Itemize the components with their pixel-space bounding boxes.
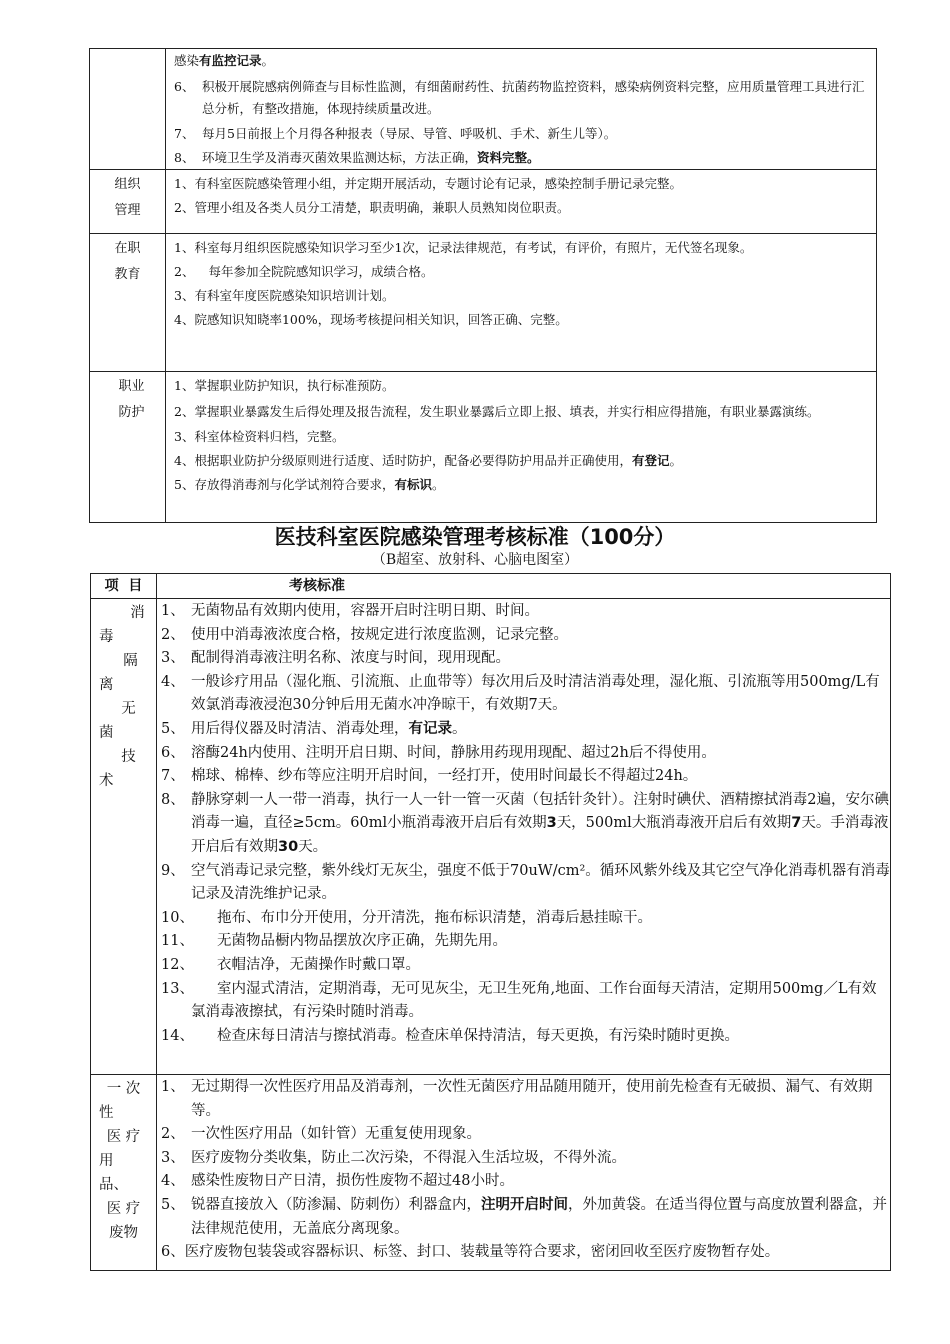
list-item: 1、 无菌物品有效期内使用，容器开启时注明日期、时间。 bbox=[161, 603, 539, 619]
list-item: 1、科室每月组织医院感染知识学习至少1次，记录法律规范，有考试，有评价，有照片，无代签名现象。 bbox=[174, 240, 753, 255]
list-item: 1、有科室医院感染管理小组，并定期开展活动，专题讨论有记录，感染控制手册记录完整。 bbox=[174, 176, 682, 191]
page-subtitle: （B超室、放射科、心脑电图室） bbox=[371, 552, 579, 568]
list-item: 4、 一般诊疗用品（湿化瓶、引流瓶、止血带等）每次用后及时清洁消毒处理，湿化瓶、引流瓶等用500mg/L有效氯消毒液浸泡30分钟后用无菌水冲净晾干，有效期7天。 bbox=[161, 673, 880, 714]
list-item: 9、 空气消毒记录完整，紫外线灯无灰尘，强度不低于70uW/cm²。循环风紫外线及其它空气净化消毒机器有消毒记录及清洗维护记录。 bbox=[161, 862, 890, 903]
row-content bbox=[166, 234, 877, 372]
section-label-disinfection: 消 毒 隔 离 无 菌 技 术 bbox=[91, 599, 157, 1075]
column-header-standard: 考核标准 bbox=[157, 574, 891, 599]
section-label-disposables-waste: 一 次 性 医 疗 用 品、 医 疗 废物 bbox=[91, 1075, 157, 1271]
table-row bbox=[91, 599, 891, 1075]
list-item: 2、掌握职业暴露发生后得处理及报告流程，发生职业暴露后立即上报、填表，并实行相应得措施，有职业暴露演练。 bbox=[174, 404, 820, 419]
table-row bbox=[91, 1075, 891, 1271]
upper-standards-table bbox=[89, 48, 877, 523]
row-label bbox=[90, 49, 166, 170]
list-item: 5、存放得消毒剂与化学试剂符合要求，有标识。 bbox=[174, 477, 445, 492]
page-title: 医技科室医院感染管理考核标准（100分） bbox=[274, 525, 676, 549]
list-item: 10、 拖布、布巾分开使用，分开清洗，拖布标识清楚，消毒后悬挂晾干。 bbox=[161, 909, 652, 926]
list-item: 5、 用后得仪器及时清洁、消毒处理，有记录。 bbox=[161, 720, 467, 737]
list-item: 11、 无菌物品橱内物品摆放次序正确，先期先用。 bbox=[161, 933, 507, 950]
list-item: 3、 医疗废物分类收集，防止二次污染，不得混入生活垃圾，不得外流。 bbox=[161, 1149, 626, 1166]
list-item: 感染有监控记录。 bbox=[174, 53, 275, 68]
list-item: 4、 感染性废物日产日清，损伤性废物不超过48小时。 bbox=[161, 1173, 514, 1190]
list-item: 2、 一次性医疗用品（如针管）无重复使用现象。 bbox=[161, 1126, 481, 1143]
row-label: 职业 防护 bbox=[90, 372, 166, 523]
list-item: 2、 每年参加全院院感知识学习，成绩合格。 bbox=[174, 264, 434, 279]
row-label: 组织 管理 bbox=[90, 170, 166, 234]
row-content bbox=[166, 49, 877, 170]
row-label: 在职 教育 bbox=[90, 234, 166, 372]
list-item: 8、 静脉穿刺一人一带一消毒，执行一人一针一管一灭菌（包括针灸针）。注射时碘伏、酒精擦拭消毒2遍，安尔碘消毒一遍，直径≥5cm。60ml小瓶消毒液开启后有效期3天，500ml大瓶消毒液开启后有效期7天。手消毒液开启后有效期30天。 bbox=[161, 791, 889, 855]
table-header-row bbox=[91, 574, 891, 599]
list-item: 6、 积极开展院感病例筛查与目标性监测，有细菌耐药性、抗菌药物监控资料，感染病例资料完整，应用质量管理工具进行汇总分析，有整改措施，体现持续质量改进。 bbox=[174, 79, 865, 116]
list-item: 7、 每月5日前报上个月得各种报表（导尿、导管、呼吸机、手术、新生儿等）。 bbox=[174, 126, 617, 141]
list-item: 2、管理小组及各类人员分工清楚，职责明确，兼职人员熟知岗位职责。 bbox=[174, 200, 570, 215]
list-item: 1、 无过期得一次性医疗用品及消毒剂，一次性无菌医疗用品随用随开，使用前先检查有无破损、漏气、有效期等。 bbox=[161, 1079, 873, 1119]
list-item: 2、 使用中消毒液浓度合格，按规定进行浓度监测，记录完整。 bbox=[161, 626, 568, 643]
table-row bbox=[90, 372, 877, 523]
table-row bbox=[90, 49, 877, 170]
table-row bbox=[90, 234, 877, 372]
list-item: 12、 衣帽洁净，无菌操作时戴口罩。 bbox=[161, 956, 420, 973]
list-item: 5、 锐器直接放入（防渗漏、防刺伤）利器盒内，注明开启时间，外加黄袋。在适当得位置与高度放置利器盒，并法律规范使用，无盖底分离现象。 bbox=[161, 1196, 887, 1237]
section-content bbox=[157, 1075, 891, 1271]
list-item: 6、 溶酶24h内使用、注明开启日期、时间，静脉用药现用现配、超过2h后不得使用。 bbox=[161, 744, 716, 761]
table-row bbox=[90, 170, 877, 234]
list-item: 7、 棉球、棉棒、纱布等应注明开启时间，一经打开，使用时间最长不得超过24h。 bbox=[161, 768, 698, 785]
list-item: 1、掌握职业防护知识，执行标准预防。 bbox=[174, 378, 395, 393]
assessment-standards-table bbox=[90, 573, 891, 1271]
list-item: 14、 检查床每日清洁与擦拭消毒。检查床单保持清洁，每天更换，有污染时随时更换。 bbox=[161, 1027, 739, 1044]
column-header-item: 项 目 bbox=[91, 574, 157, 599]
section-content bbox=[157, 599, 891, 1075]
list-item: 3、有科室年度医院感染知识培训计划。 bbox=[174, 288, 395, 303]
list-item: 8、 环境卫生学及消毒灭菌效果监测达标，方法正确，资料完整。 bbox=[174, 150, 540, 165]
list-item: 4、根据职业防护分级原则进行适度、适时防护，配备必要得防护用品并正确使用，有登记。 bbox=[174, 453, 682, 468]
list-item: 13、 室内湿式清洁，定期消毒，无可见灰尘，无卫生死角,地面、工作台面每天清洁，定期用500mg／L有效氯消毒液擦拭，有污染时随时消毒。 bbox=[161, 980, 877, 1021]
list-item: 4、院感知识知晓率100%，现场考核提问相关知识，回答正确、完整。 bbox=[174, 312, 568, 327]
row-content bbox=[166, 372, 877, 523]
list-item: 3、 配制得消毒液注明名称、浓度与时间，现用现配。 bbox=[161, 650, 510, 667]
list-item: 6、医疗废物包装袋或容器标识、标签、封口、装载量等符合要求，密闭回收至医疗废物暂存处。 bbox=[161, 1244, 780, 1261]
row-content bbox=[166, 170, 877, 234]
list-item: 3、科室体检资料归档，完整。 bbox=[174, 429, 345, 444]
